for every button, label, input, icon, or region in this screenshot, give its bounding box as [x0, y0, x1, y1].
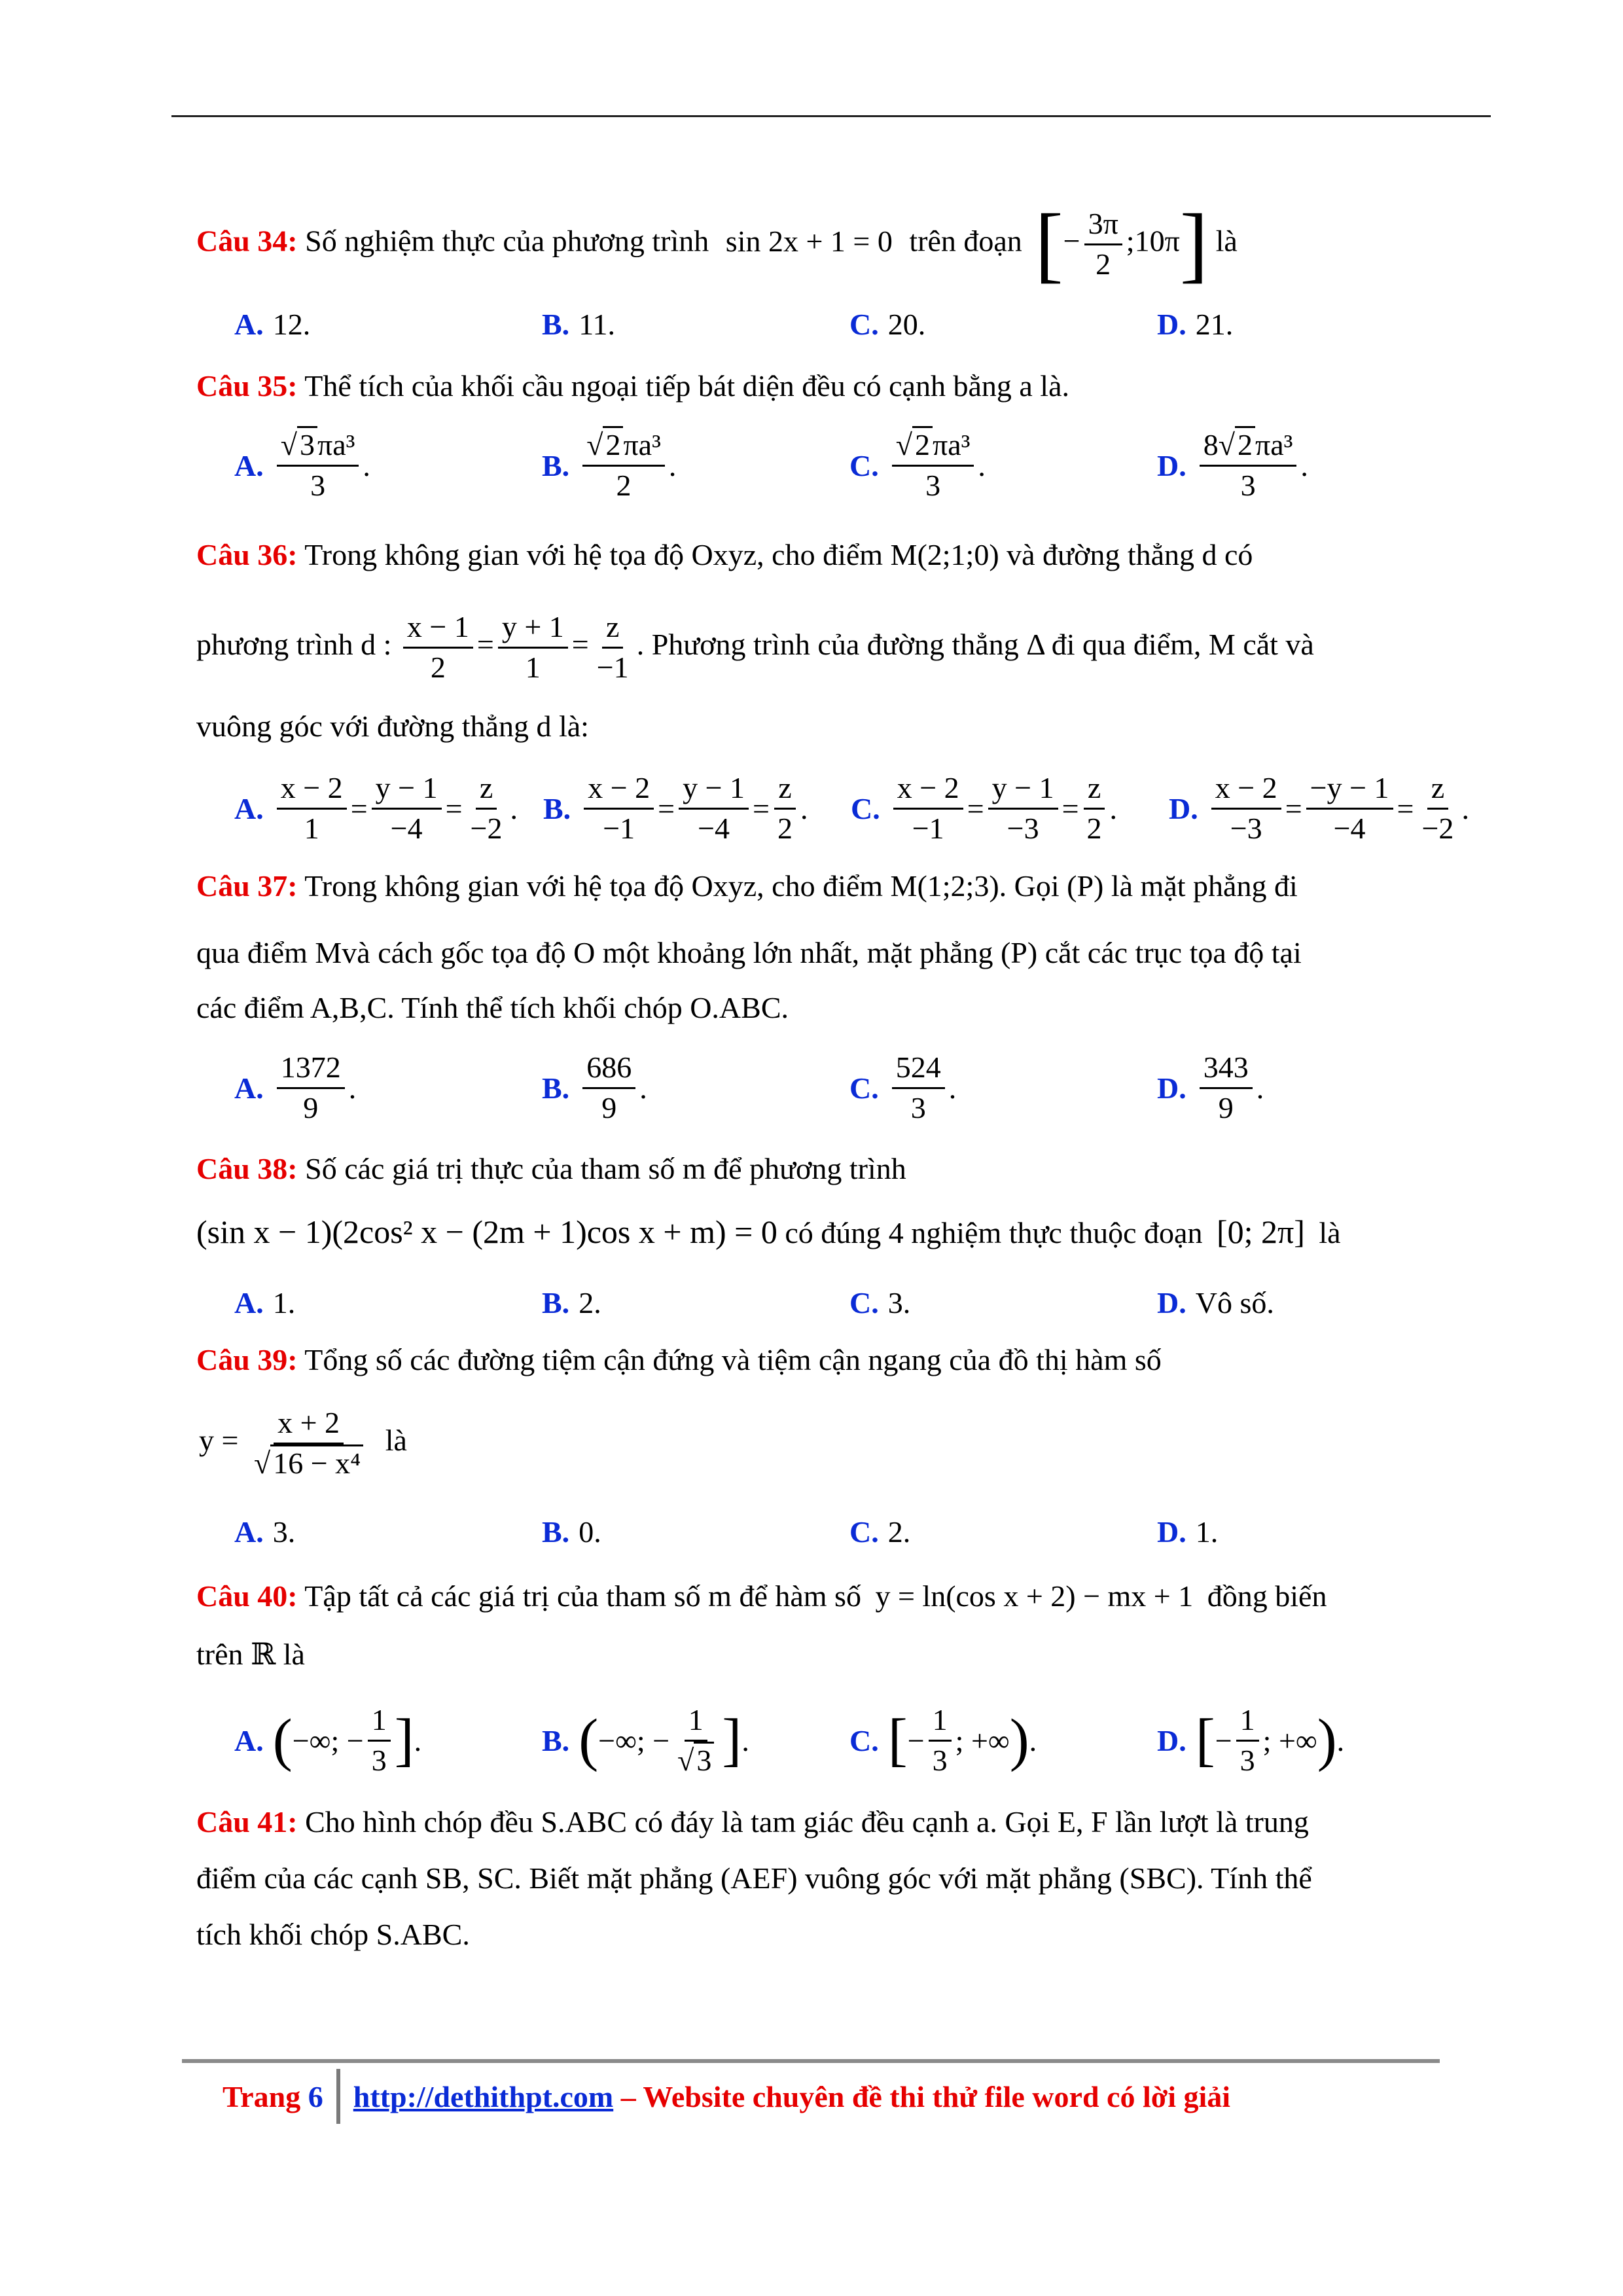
question-37-line3: các điểm A,B,C. Tính thể tích khối chóp O.ABC.	[196, 991, 789, 1024]
interval-fraction: $\frac{3\pi}{2}$	[1084, 207, 1122, 281]
option-c[interactable]: C. $\frac{524}{3}$ .	[849, 1050, 957, 1124]
option-d[interactable]: D. Vô số.	[1157, 1285, 1274, 1319]
question-37-line2: qua điểm Mvà cách gốc tọa độ O một khoảng lớn nhất, mặt phẳng (P) cắt các trục tọa độ tại	[196, 936, 1302, 969]
question-number: Câu 36:	[196, 538, 298, 571]
question-34: Câu 34: Số nghiệm thực của phương trình sin 2x + 1 = 0 trên đoạn [− $\frac{3\pi}{2}$ ;10π] là	[196, 197, 1238, 291]
question-number: Câu 38:	[196, 1152, 298, 1185]
option-a[interactable]: A. $\frac{1372}{9}$ .	[234, 1050, 357, 1124]
footer-rule	[182, 2059, 1440, 2063]
footer	[223, 2073, 1230, 2119]
question-number: Câu 35:	[196, 369, 298, 403]
option-d[interactable]: D. 21.	[1157, 307, 1234, 341]
option-c[interactable]: C. 20.	[849, 307, 926, 341]
question-number: Câu 41:	[196, 1805, 298, 1839]
options-35	[196, 416, 1427, 514]
option-d[interactable]: D. $\frac{x - 2}{-3}$ = $\frac{-y - 1}{-4}$ = $\frac{z}{-2}$ .	[1169, 770, 1469, 845]
option-a[interactable]: A. $\frac{\text{√3πa³}}{3}$ .	[234, 416, 370, 514]
option-b[interactable]: B. $\frac{\text{√2πa³}}{2}$ .	[542, 416, 676, 514]
option-b[interactable]: B. 2.	[542, 1285, 601, 1319]
options-36	[196, 759, 1469, 857]
option-a[interactable]: A. 3.	[234, 1515, 296, 1549]
option-d[interactable]: D. 1.	[1157, 1515, 1219, 1549]
question-number: Câu 34:	[196, 224, 298, 258]
option-d[interactable]: D. [ − $\frac{1}{3}$ ; +∞ ) .	[1157, 1702, 1345, 1777]
question-38: Câu 38: Số các giá trị thực của tham số m để phương trình	[196, 1152, 906, 1185]
footer-separator	[336, 2069, 340, 2124]
option-a[interactable]: A. 1.	[234, 1285, 296, 1319]
question-35: Câu 35: Thể tích của khối cầu ngoại tiếp bát diện đều có cạnh bằng a là.	[196, 369, 1070, 403]
question-40: Câu 40: Tập tất cả các giá trị của tham số m để hàm số y = ln(cos x + 2) − mx + 1 đồng biến	[196, 1579, 1327, 1613]
question-number: Câu 37:	[196, 869, 298, 903]
options-38	[196, 1270, 1427, 1335]
question-41: Câu 41: Cho hình chóp đều S.ABC có đáy là tam giác đều cạnh a. Gọi E, F lần lượt là trung	[196, 1805, 1309, 1839]
options-39	[196, 1499, 1427, 1564]
option-c[interactable]: C. 2.	[849, 1515, 911, 1549]
question-38-line2: (sin x − 1)(2cos² x − (2m + 1)cos x + m) = 0 có đúng 4 nghiệm thực thuộc đoạn [0; 2π] là	[196, 1213, 1341, 1250]
options-34	[196, 288, 1427, 360]
option-c[interactable]: C. $\frac{\text{√2πa³}}{3}$ .	[849, 416, 986, 514]
header-rule	[171, 115, 1491, 117]
option-a[interactable]: A. $\frac{x - 2}{1}$ = $\frac{y - 1}{-4}$ = $\frac{z}{-2}$ .	[234, 770, 518, 845]
option-a[interactable]: A. 12.	[234, 307, 311, 341]
option-b[interactable]: B. ( −∞; − $\frac{1}{√3}$ ] .	[542, 1702, 749, 1777]
question-36-line2: phương trình d : $\frac{x - 1}{2}$ = $\frac{y + 1}{1}$ = $\frac{z}{-1}$ . Phương trình của đường thẳng Δ đi qua điểm, M cắt và	[196, 610, 1314, 684]
option-c[interactable]: C. $\frac{x - 2}{-1}$ = $\frac{y - 1}{-3}$ = $\frac{z}{2}$ .	[851, 770, 1118, 845]
option-c[interactable]: C. [ − $\frac{1}{3}$ ; +∞ ) .	[849, 1702, 1037, 1777]
question-39-line2: y = $\frac{x + 2}{\text{√16 − x⁴}}$ là	[199, 1406, 407, 1480]
option-b[interactable]: B. 0.	[542, 1515, 601, 1549]
page-number: 6	[308, 2079, 323, 2113]
option-a[interactable]: A. ( −∞; − $\frac{1}{3}$ ] .	[234, 1702, 422, 1777]
site-tagline: – Website chuyên đề thi thử file word có lời giải	[620, 2079, 1231, 2113]
option-c[interactable]: C. 3.	[849, 1285, 911, 1319]
option-b[interactable]: B. $\frac{686}{9}$ .	[542, 1050, 647, 1124]
question-41-line3: tích khối chóp S.ABC.	[196, 1918, 470, 1951]
question-41-line2: điểm của các cạnh SB, SC. Biết mặt phẳng (AEF) vuông góc với mặt phẳng (SBC). Tính thể	[196, 1861, 1312, 1895]
option-b[interactable]: B. 11.	[542, 307, 615, 341]
question-36: Câu 36: Trong không gian với hệ tọa độ Oxyz, cho điểm M(2;1;0) và đường thẳng d có	[196, 538, 1253, 571]
option-d[interactable]: D. $\frac{343}{9}$ .	[1157, 1050, 1264, 1124]
question-39: Câu 39: Tổng số các đường tiệm cận đứng và tiệm cận ngang của đồ thị hàm số	[196, 1343, 1162, 1376]
question-37: Câu 37: Trong không gian với hệ tọa độ Oxyz, cho điểm M(1;2;3). Gọi (P) là mặt phẳng đi	[196, 869, 1298, 903]
options-37	[196, 1042, 1427, 1134]
question-36-line3: vuông góc với đường thẳng d là:	[196, 709, 589, 743]
question-number: Câu 40:	[196, 1579, 298, 1613]
site-link[interactable]: http://dethithpt.com	[353, 2079, 614, 2113]
option-b[interactable]: B. $\frac{x - 2}{-1}$ = $\frac{y - 1}{-4}$ = $\frac{z}{2}$ .	[543, 770, 808, 845]
option-d[interactable]: D. $\frac{\text{8√2πa³}}{3}$ .	[1157, 416, 1308, 514]
page-label: Trang	[223, 2079, 301, 2113]
question-number: Câu 39:	[196, 1343, 298, 1376]
question-40-line2: trên ℝ là	[196, 1638, 305, 1671]
options-40	[196, 1691, 1427, 1789]
